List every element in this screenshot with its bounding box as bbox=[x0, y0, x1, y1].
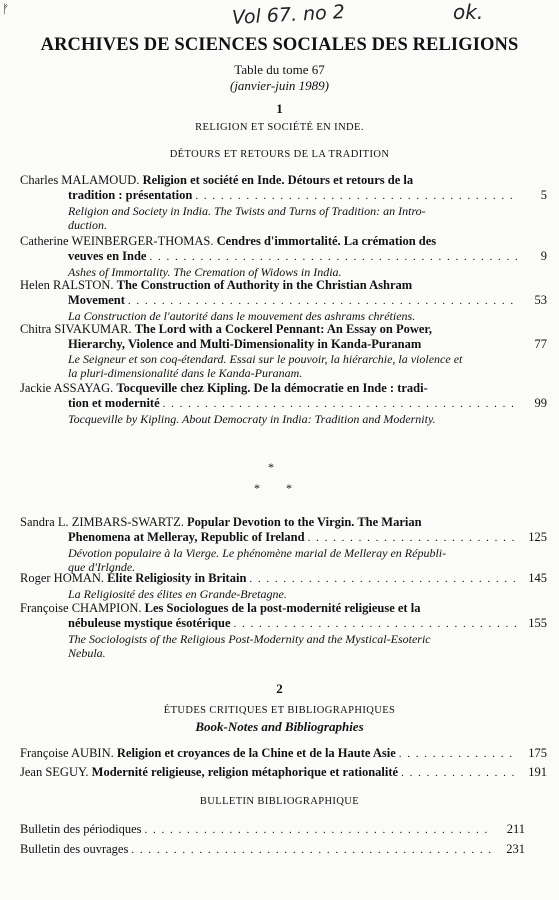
entry-author: Chitra SIVAKUMAR. bbox=[20, 322, 132, 336]
entry-translation: La Construction de l'autorité dans le mouvement des ashrams chrétiens. bbox=[68, 309, 416, 323]
entry-author: Charles MALAMOUD. bbox=[20, 173, 140, 187]
toc-entry[interactable] bbox=[20, 515, 547, 574]
toc-entry[interactable] bbox=[20, 571, 547, 601]
entry-page: 5 bbox=[540, 188, 547, 202]
entry-title: veuves en Inde bbox=[68, 249, 147, 263]
entry-author: Jean SEGUY. bbox=[20, 765, 89, 779]
leader-dots bbox=[308, 531, 517, 546]
entry-title: nébuleuse mystique ésotérique bbox=[68, 616, 231, 630]
entry-title: The Construction of Authority in the Christian Ashram bbox=[116, 278, 413, 292]
entry-author: Catherine WEINBERGER-THOMAS. bbox=[20, 234, 214, 248]
entry-title: The Lord with a Cockerel Pennant: An Essay on Power, bbox=[134, 322, 432, 336]
entry-translation: Religion and Society in India. The Twists and Turns of Tradition: an Intro- bbox=[68, 204, 426, 218]
separator-star: * bbox=[286, 481, 292, 495]
separator-star: * bbox=[254, 481, 260, 495]
toc-entry[interactable] bbox=[20, 381, 547, 426]
entry-page: 231 bbox=[506, 842, 525, 856]
bulletin-title: BULLETIN BIBLIOGRAPHIQUE bbox=[199, 796, 360, 807]
entry-author: Helen RALSTON. bbox=[20, 278, 114, 292]
handwritten-volume-note: Vol 67. no 2 bbox=[231, 1, 346, 29]
part2-subtitle: Book-Notes and Bibliographies bbox=[195, 719, 364, 734]
entry-title: Élite Religiosity in Britain bbox=[107, 571, 247, 585]
part2-number: 2 bbox=[276, 681, 283, 696]
part1-subtitle: DÉTOURS ET RETOURS DE LA TRADITION bbox=[169, 149, 390, 160]
tome-label: Table du tome 67 bbox=[234, 62, 325, 77]
entry-translation: Nebula. bbox=[68, 646, 106, 660]
entry-page: 211 bbox=[506, 822, 525, 836]
entry-title: Phenomena at Melleray, Republic of Ireland bbox=[68, 530, 305, 544]
journal-title: ARCHIVES DE SCIENCES SOCIALES DES RELIGIONS bbox=[40, 35, 519, 55]
leader-dots bbox=[401, 766, 517, 781]
toc-entry[interactable] bbox=[20, 278, 547, 323]
leader-dots bbox=[149, 250, 517, 265]
toc-entry[interactable] bbox=[20, 234, 547, 279]
entry-title: Movement bbox=[68, 293, 125, 307]
entry-author: Françoise AUBIN. bbox=[20, 746, 114, 760]
leader-dots bbox=[163, 397, 517, 412]
entry-page: 155 bbox=[528, 616, 547, 630]
entry-title: Hierarchy, Violence and Multi-Dimensionality in Kanda-Puranam bbox=[68, 337, 422, 351]
part1-number: 1 bbox=[276, 101, 283, 116]
entry-label: Bulletin des ouvrages bbox=[20, 842, 129, 856]
entry-title: Religion et croyances de la Chine et de la Haute Asie bbox=[116, 746, 396, 760]
entry-label: Bulletin des périodiques bbox=[20, 822, 142, 836]
leader-dots bbox=[195, 189, 517, 204]
toc-entry[interactable] bbox=[20, 173, 547, 232]
entry-title: Popular Devotion to the Virgin. The Marian bbox=[186, 515, 422, 529]
entry-title: Tocqueville chez Kipling. De la démocratie en Inde : tradi- bbox=[116, 381, 428, 395]
entry-title: tradition : présentation bbox=[68, 188, 193, 202]
entry-page: 145 bbox=[528, 571, 547, 585]
entry-page: 53 bbox=[534, 293, 547, 307]
entry-translation: duction. bbox=[68, 218, 107, 232]
leader-dots bbox=[145, 824, 492, 836]
leader-dots bbox=[234, 617, 518, 632]
entry-title: Les Sociologues de la post-modernité religieuse et la bbox=[144, 601, 421, 615]
entry-page: 175 bbox=[528, 746, 547, 760]
entry-translation: la pluri-dimensionalité dans le Kanda-Puranam. bbox=[68, 366, 303, 380]
separator-star: * bbox=[268, 460, 274, 474]
entry-title: tion et modernité bbox=[68, 396, 160, 410]
entry-page: 125 bbox=[528, 530, 547, 544]
entry-author: Roger HOMAN. bbox=[20, 571, 105, 585]
toc-entry[interactable] bbox=[20, 822, 525, 837]
entry-author: Jackie ASSAYAG. bbox=[20, 381, 114, 395]
toc-entry[interactable] bbox=[20, 322, 547, 380]
entry-page: 9 bbox=[540, 249, 547, 263]
entry-translation: Ashes of Immortality. The Cremation of Widows in India. bbox=[68, 265, 342, 279]
toc-entry[interactable] bbox=[20, 842, 525, 857]
entry-title: Religion et société en Inde. Détours et retours de la bbox=[142, 173, 414, 187]
entry-translation: The Sociologists of the Religious Post-Modernity and the Mystical-Esoteric bbox=[68, 632, 431, 646]
leader-dots bbox=[131, 844, 492, 856]
entry-page: 99 bbox=[534, 396, 547, 410]
entry-title: Cendres d'immortalité. La crémation des bbox=[216, 234, 437, 248]
handwritten-ok-note: ok. bbox=[453, 0, 484, 24]
tome-dates: (janvier-juin 1989) bbox=[229, 78, 330, 93]
toc-entry[interactable] bbox=[20, 746, 547, 762]
entry-author: Françoise CHAMPION. bbox=[20, 601, 142, 615]
entry-title: Modernité religieuse, religion métaphorique et rationalité bbox=[91, 765, 399, 779]
entry-author: Sandra L. ZIMBARS-SWARTZ. bbox=[20, 515, 184, 529]
part2-title: ÉTUDES CRITIQUES ET BIBLIOGRAPHIQUES bbox=[163, 705, 396, 716]
toc-entry[interactable] bbox=[20, 601, 547, 660]
entry-translation: La Religiosité des élites en Grande-Bretagne. bbox=[68, 587, 287, 601]
leader-dots bbox=[399, 747, 517, 762]
entry-translation: que d'Irlande. bbox=[68, 560, 136, 574]
entry-translation: Tocqueville by Kipling. About Democraty in India: Tradition and Modernity. bbox=[68, 412, 436, 426]
leader-dots bbox=[128, 294, 517, 309]
part1-title: RELIGION ET SOCIÉTÉ EN INDE. bbox=[195, 122, 364, 133]
entry-page: 191 bbox=[528, 765, 547, 779]
entry-translation: Dévotion populaire à la Vierge. Le phénomène marial de Melleray en Républi- bbox=[68, 546, 447, 560]
toc-entry[interactable] bbox=[20, 765, 547, 781]
corner-mark: ᚠ bbox=[2, 2, 10, 16]
entry-page: 77 bbox=[534, 337, 547, 351]
entry-translation: Le Seigneur et son coq-étendard. Essai sur le pouvoir, la hiérarchie, la violence et bbox=[68, 352, 463, 366]
leader-dots bbox=[249, 572, 517, 587]
